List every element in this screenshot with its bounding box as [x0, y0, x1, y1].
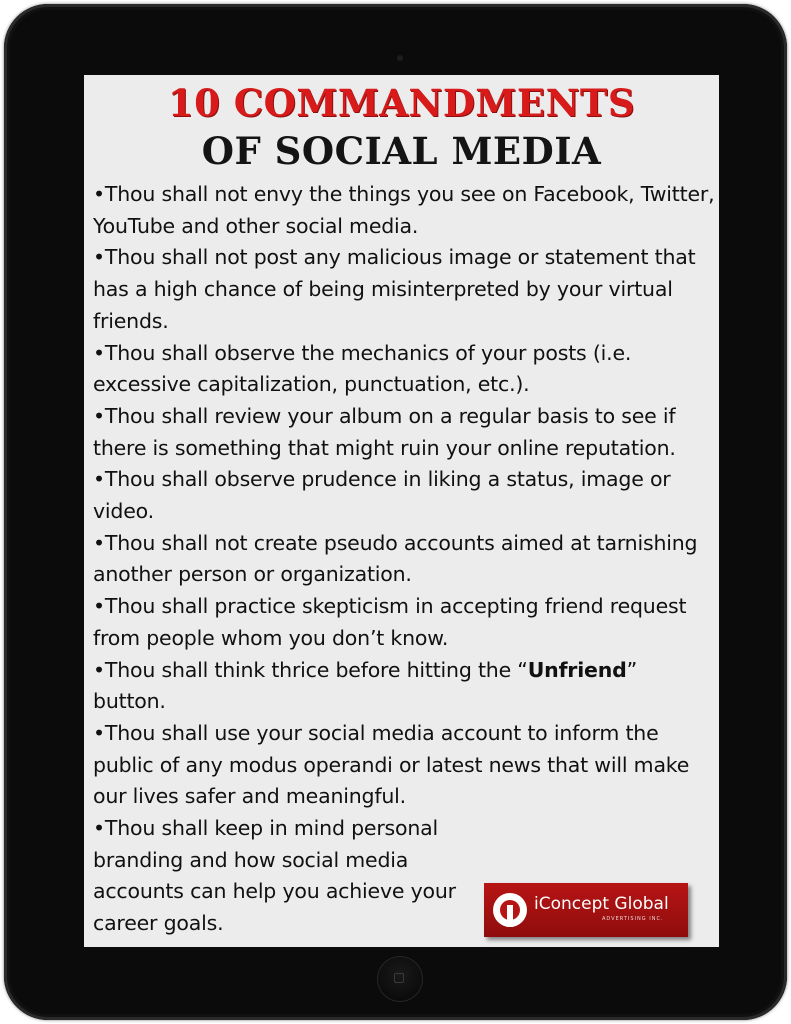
commandment-text: Thou shall practice skepticism in accepting friend request from people whom you don’t know. [93, 594, 687, 650]
commandment-text: Thou shall observe the mechanics of your posts (i.e. excessive capitalization, punctuation, etc.). [93, 340, 632, 397]
bullet: • [93, 816, 105, 841]
commandment-item [93, 401, 715, 464]
camera-icon [397, 55, 403, 61]
bullet: • [93, 467, 105, 492]
commandment-text: Thou shall not create pseudo accounts aimed at tarnishing another person or organization. [93, 530, 698, 587]
commandment-text: Thou shall not envy the things you see on Facebook, Twitter, YouTube and other social media. [93, 182, 715, 238]
commandment-item [93, 242, 715, 337]
bullet: • [93, 182, 105, 206]
bullet: • [93, 720, 105, 745]
bullet: • [93, 245, 105, 270]
home-button[interactable] [377, 956, 423, 1002]
commandment-item [93, 179, 715, 242]
iconcept-global-logo [484, 883, 688, 937]
iconcept-logo-icon [493, 893, 527, 927]
commandment-text: Thou shall keep in mind personal branding and how social media accounts can help you achieve your career goals. [93, 816, 456, 936]
unfriend-keyword: Unfriend [527, 657, 627, 682]
commandment-text: Thou shall observe prudence in liking a status, image or video. [93, 467, 671, 524]
commandment-item [93, 655, 715, 718]
bullet: • [93, 594, 105, 619]
commandment-text: Thou shall not post any malicious image or statement that has a high chance of being misinterpreted by your virtual friends. [93, 245, 696, 333]
commandment-text-end: ” button. [93, 657, 638, 714]
tablet-frame [4, 4, 787, 1020]
commandment-item [93, 591, 715, 654]
bullet: • [93, 403, 105, 428]
logo-name: iConcept Global [534, 894, 669, 914]
commandment-item [93, 813, 478, 940]
commandment-item [93, 718, 715, 813]
bullet: • [93, 657, 105, 682]
commandment-item [93, 464, 715, 527]
title-line-2: OF SOCIAL MEDIA [201, 129, 602, 173]
screen [84, 75, 719, 947]
title-line-1: 10 COMMANDMENTS [167, 81, 636, 125]
commandment-text: Thou shall use your social media account to inform the public of any modus operandi or latest news that will make our lives safer and meaningful. [93, 720, 690, 809]
commandment-item [93, 528, 715, 591]
commandment-text-start: Thou shall think thrice before hitting the “ [104, 657, 528, 682]
commandment-item [93, 338, 715, 401]
bullet: • [93, 530, 105, 555]
home-square-icon [394, 973, 404, 983]
logo-tagline: ADVERTISING INC. [602, 916, 664, 922]
bullet: • [93, 340, 105, 365]
commandment-text: Thou shall review your album on a regular basis to see if there is something that might ruin your online reputation. [93, 403, 676, 460]
commandments-list [93, 179, 715, 940]
